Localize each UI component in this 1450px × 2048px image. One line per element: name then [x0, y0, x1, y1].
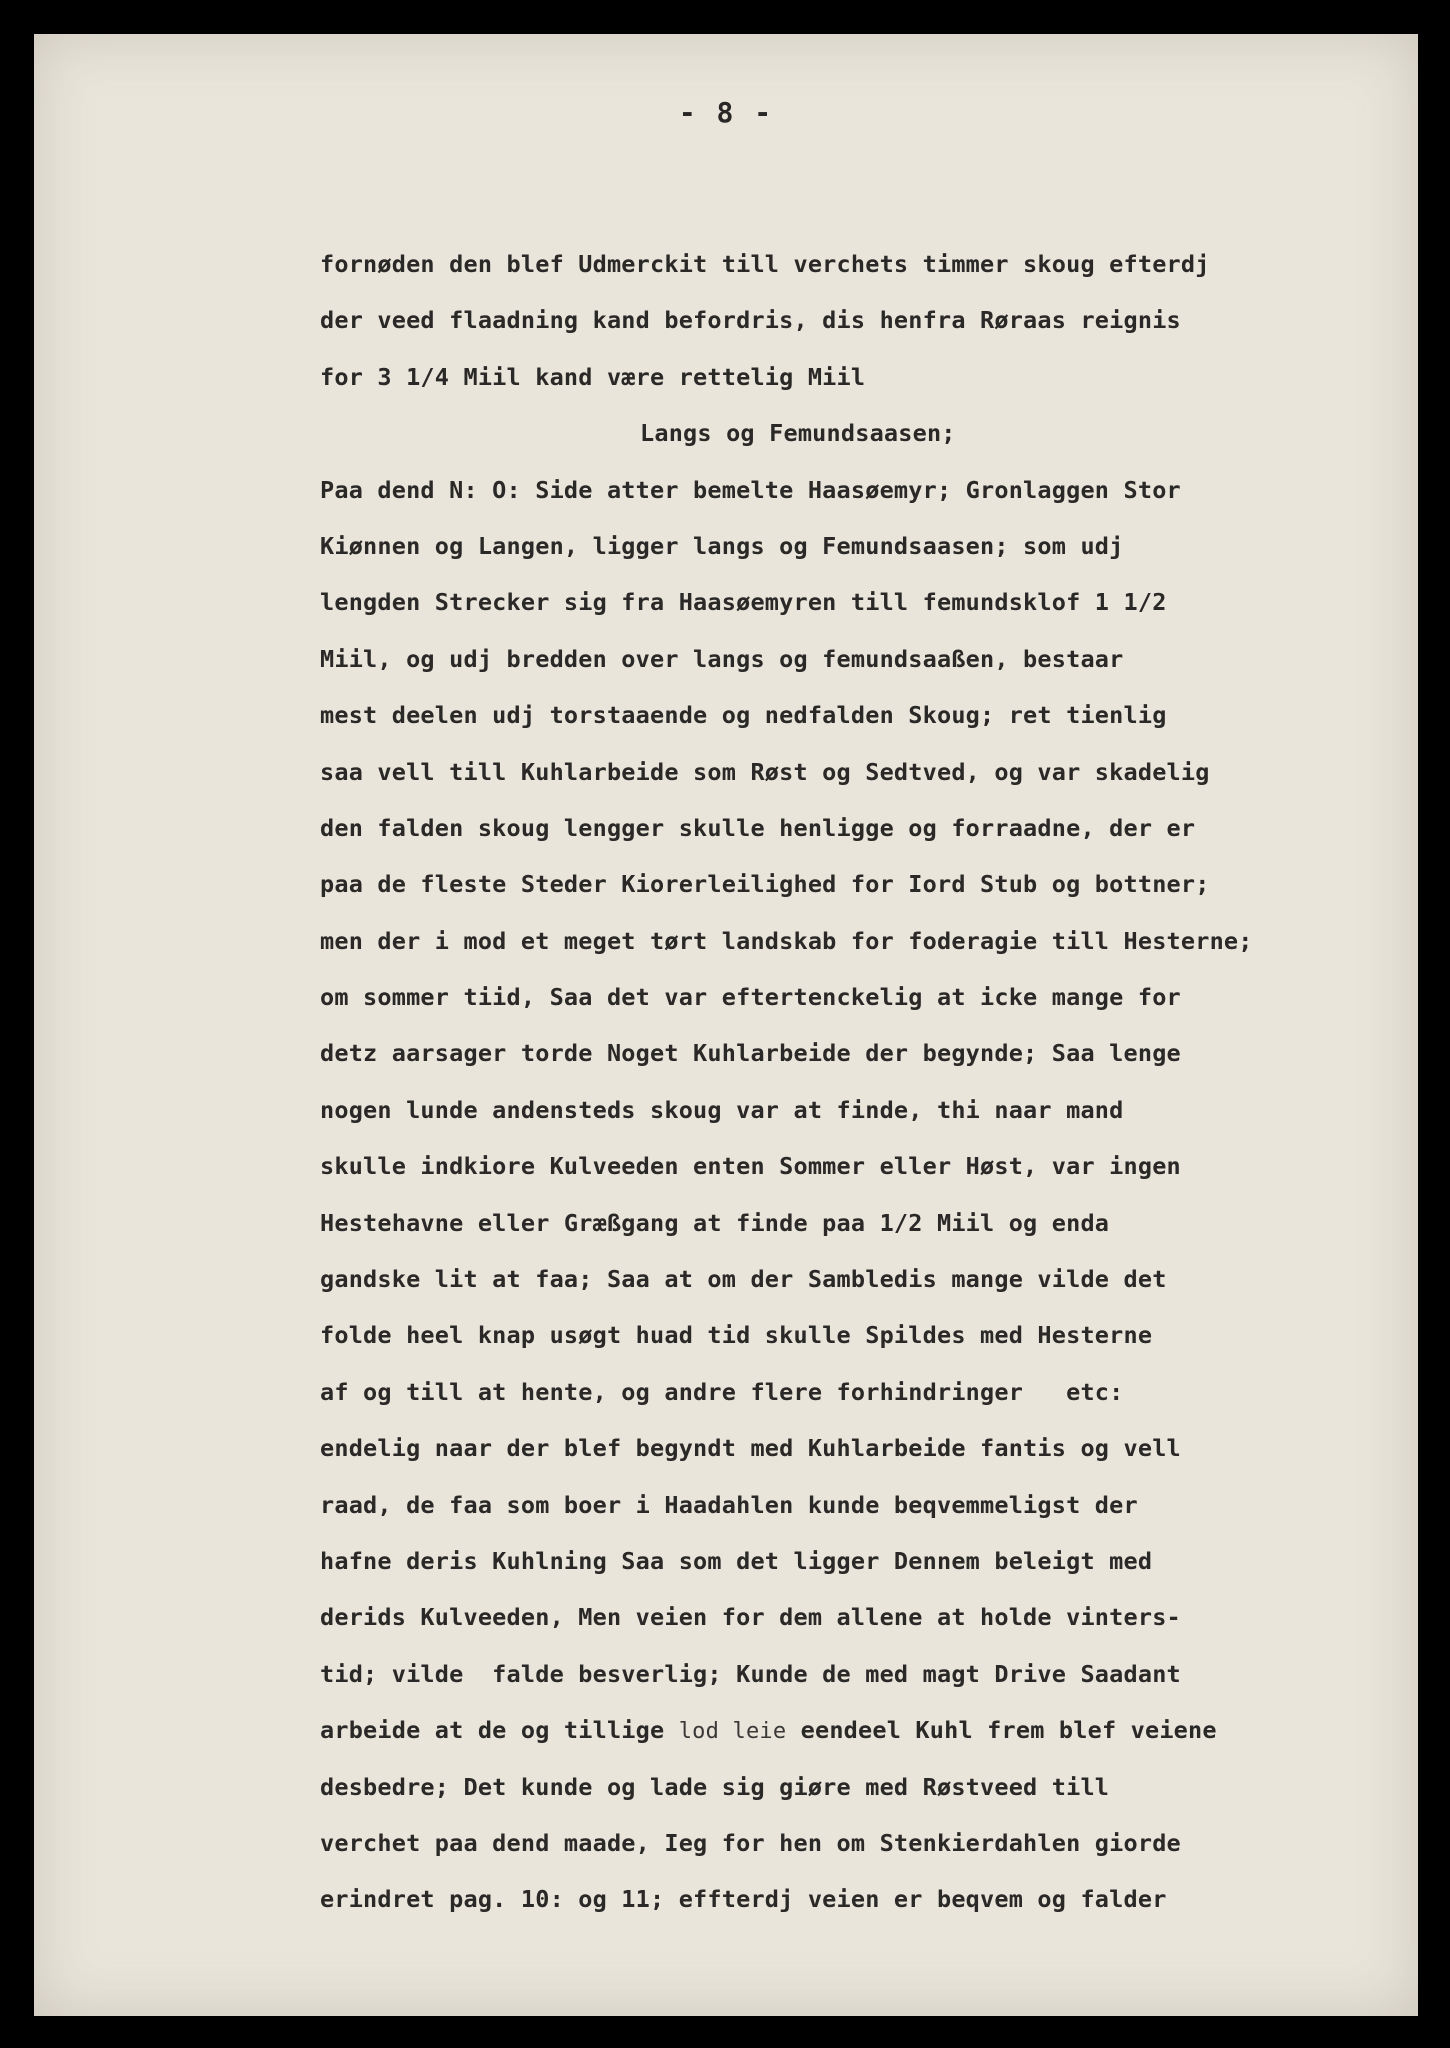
text-line: erindret pag. 10: og 11; effterdj veien er beqvem og falder [320, 1885, 1167, 1914]
text-line: tid; vilde falde besverlig; Kunde de med magt Drive Saadant [320, 1659, 1181, 1688]
document-page [34, 34, 1418, 2016]
text-line: for 3 1/4 Miil kand være rettelig Miil [320, 362, 866, 391]
text-line: om sommer tiid, Saa det var eftertenckelig at icke mange for [320, 983, 1181, 1012]
text-line: gandske lit at faa; Saa at om der Sambledis mange vilde det [320, 1265, 1167, 1294]
text-line-with-insert [320, 1702, 1420, 1758]
text-line: folde heel knap usøgt huad tid skulle Spildes med Hesterne [320, 1321, 1153, 1350]
text-line: Paa dend N: O: Side atter bemelte Haasøemyr; Gronlaggen Stor [320, 475, 1181, 504]
text-line-start: arbeide at de og tillige [320, 1716, 679, 1745]
text-line: men der i mod et meget tørt landskab for foderagie till Hesterne; [320, 926, 1253, 955]
text-line: paa de fleste Steder Kiorerleilighed for Iord Stub og bottner; [320, 870, 1210, 899]
text-line: af og till at hente, og andre flere forhindringer etc: [320, 1377, 1124, 1406]
text-line: detz aarsager torde Noget Kuhlarbeide der begynde; Saa lenge [320, 1039, 1181, 1068]
document-body [320, 236, 1420, 1928]
section-heading: Langs og Femundsaasen; [640, 419, 956, 448]
text-line: Miil, og udj bredden over langs og femundsaaßen, bestaar [320, 644, 1124, 673]
text-line: desbedre; Det kunde og lade sig giøre med Røstveed till [320, 1772, 1110, 1801]
typed-insert: lod leie [678, 1719, 787, 1745]
text-line: raad, de faa som boer i Haadahlen kunde beqvemmeligst der [320, 1490, 1138, 1519]
text-line: Kiønnen og Langen, ligger langs og Femundsaasen; som udj [320, 531, 1124, 560]
text-line: saa vell till Kuhlarbeide som Røst og Sedtved, og var skadelig [320, 757, 1210, 786]
text-line: Hestehavne eller Græßgang at finde paa 1/2 Miil og enda [320, 1208, 1110, 1237]
text-line: fornøden den blef Udmerckit till verchets timmer skoug efterdj [320, 250, 1210, 278]
text-line: den falden skoug lengger skulle henligge og forraadne, der er [320, 813, 1196, 842]
text-line: endelig naar der blef begyndt med Kuhlarbeide fantis og vell [320, 1434, 1181, 1463]
text-line-end: eendeel Kuhl frem blef veiene [786, 1716, 1217, 1745]
text-line: der veed flaadning kand befordris, dis henfra Røraas reignis [320, 306, 1181, 335]
text-line: verchet paa dend maade, Ieg for hen om Stenkierdahlen giorde [320, 1828, 1181, 1857]
text-line: mest deelen udj torstaaende og nedfalden Skoug; ret tienlig [320, 701, 1167, 730]
text-line: nogen lunde andensteds skoug var at finde, thi naar mand [320, 1095, 1124, 1124]
text-line: derids Kulveeden, Men veien for dem allene at holde vinters- [320, 1603, 1181, 1632]
text-line: skulle indkiore Kulveeden enten Sommer eller Høst, var ingen [320, 1152, 1181, 1181]
text-line: hafne deris Kuhlning Saa som det ligger Dennem beleigt med [320, 1546, 1153, 1575]
page-number: - 8 - [678, 96, 774, 129]
text-line: lengden Strecker sig fra Haasøemyren till femundsklof 1 1/2 [320, 588, 1167, 617]
